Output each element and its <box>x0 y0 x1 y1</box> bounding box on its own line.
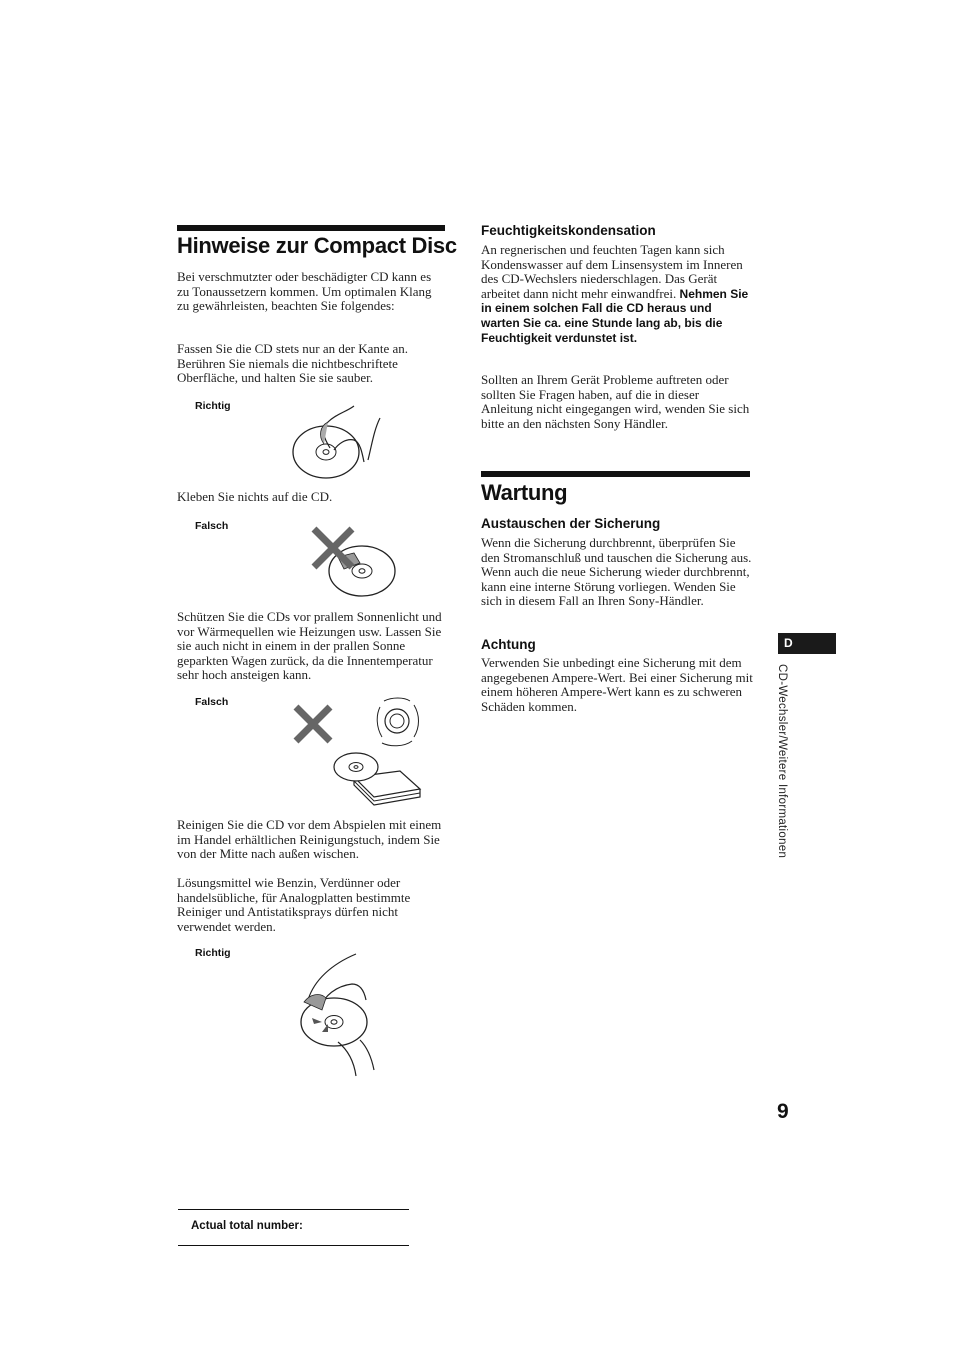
heading-rule-left <box>177 225 445 231</box>
sticker-paragraph: Kleben Sie nichts auf die CD. <box>177 489 333 504</box>
cd-heat-wrong-illustration <box>292 697 424 809</box>
label-falsch-1: Falsch <box>195 520 229 532</box>
cd-sticker-wrong-illustration <box>308 523 400 599</box>
section-title-vertical: CD-Wechsler/Weitere Informationen <box>776 664 788 859</box>
page-number: 9 <box>777 1100 789 1123</box>
footer-bottom-rule <box>178 1245 409 1246</box>
cd-cleaning-illustration <box>298 950 382 1078</box>
solvent-paragraph: Lösungsmittel wie Benzin, Verdünner oder handelsübliche, für Analogplatten bestimmte Reiniger und Antistatiksprays dürfen nicht verwendet werden. <box>177 875 411 934</box>
intro-paragraph: Bei verschmutzter oder beschädigter CD kann es zu Tonaussetzern kommen. Um optimalen Klang zu gewährleisten, beachten Sie folgendes: <box>177 269 432 314</box>
page-heading-compact-disc: Hinweise zur Compact Disc <box>177 233 457 258</box>
fuse-heading: Austauschen der Sicherung <box>481 516 661 531</box>
caution-paragraph: Verwenden Sie unbedingt eine Sicherung mit dem angegebenen Ampere-Wert. Bei einer Sicherung mit einem höheren Ampere-Wert kann es zu schweren Schäden kommen. <box>481 655 753 714</box>
questions-paragraph: Sollten an Ihrem Gerät Probleme auftreten oder sollten Sie Fragen haben, auf die in dieser Anleitung nicht eingegangen wird, wenden Sie sich bitte an den nächsten Sony Händler. <box>481 372 750 431</box>
clean-paragraph: Reinigen Sie die CD vor dem Abspielen mit einem im Handel erhältlichen Reinigungstuch, indem Sie von der Mitte nach außen wischen. <box>177 817 442 862</box>
label-richtig-1: Richtig <box>195 400 231 412</box>
handling-paragraph: Fassen Sie die CD stets nur an der Kante an. Berühren Sie niemals die nichtbeschriftete Oberfläche, und halten Sie sie sauber. <box>177 341 409 386</box>
condensation-paragraph <box>481 243 753 345</box>
condensation-heading: Feuchtigkeitskondensation <box>481 223 656 238</box>
section-tab <box>778 633 836 654</box>
condensation-text: An regnerischen und feuchten Tagen kann sich Kondenswasser auf dem Linsensystem im Inneren des CD-Wechslers niederschlagen. Das Gerät arbeitet dann nicht mehr einwandfrei. <box>481 242 743 301</box>
label-richtig-2: Richtig <box>195 947 231 959</box>
section-tab-letter: D <box>784 636 793 650</box>
cd-hold-edge-illustration <box>290 400 390 482</box>
maintenance-heading: Wartung <box>481 480 568 505</box>
footer-top-rule <box>178 1209 409 1210</box>
heat-paragraph: Schützen Sie die CDs vor prallem Sonnenlicht und vor Wärmequellen wie Heizungen usw. Lassen Sie sie auch nicht in einem in der prallen Sonne geparkten Wagen zurück, da die Innentemperatur sehr hoch ansteigen kann. <box>177 609 442 683</box>
total-number-label: Actual total number: <box>191 1220 303 1232</box>
heading-rule-right <box>481 471 750 477</box>
fuse-paragraph: Wenn die Sicherung durchbrennt, überprüfen Sie den Stromanschluß und tauschen die Sicherung aus. Wenn auch die neue Sicherung wieder durchbrennt, kann eine interne Störung vorliegen. Wenden Sie sich in diesem Fall an Ihren Sony-Händler. <box>481 535 752 609</box>
condensation-bold-text: Nehmen Sie in einem solchen Fall die CD heraus und warten Sie ca. eine Stunde lang ab, bis die Feuchtigkeit verdunstet ist. <box>481 286 749 345</box>
label-falsch-2: Falsch <box>195 696 229 708</box>
caution-heading: Achtung <box>481 637 536 652</box>
